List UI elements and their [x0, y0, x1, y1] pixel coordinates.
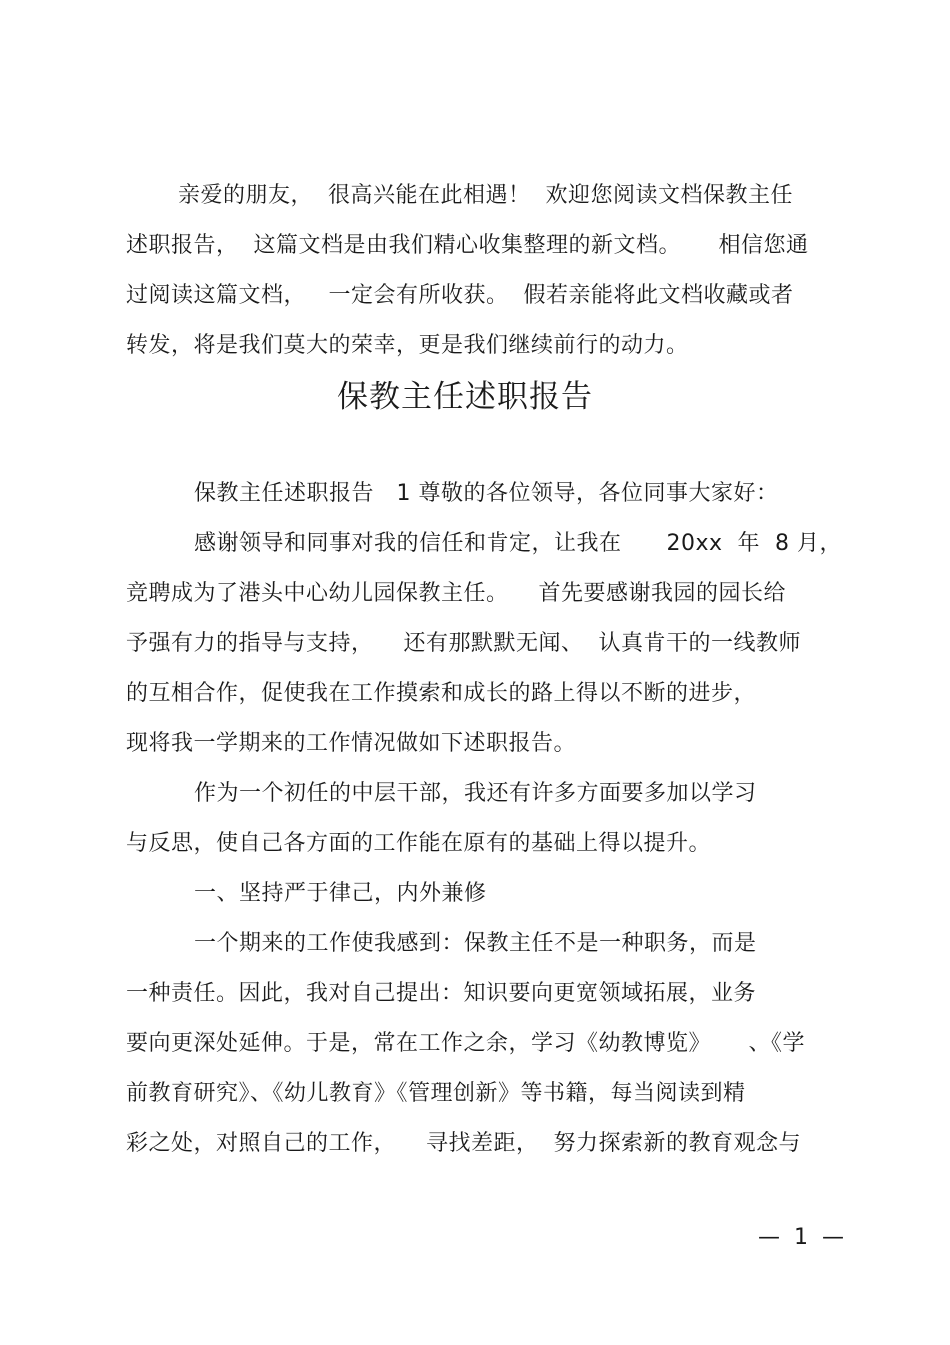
body-line-3: 竞聘成为了港头中心幼儿园保教主任。 首先要感谢我园的园长给 — [126, 581, 786, 606]
intro-line-3: 过阅读这篇文档， 一定会有所收获。 假若亲能将此文档收藏或者 — [126, 283, 794, 308]
intro-line-2: 述职报告， 这篇文档是由我们精心收集整理的新文档。 相信您通 — [126, 233, 809, 258]
section-heading-1: 一、坚持严于律己，内外兼修 — [194, 881, 487, 906]
intro-line-4: 转发，将是我们莫大的荣幸，更是我们继续前行的动力。 — [126, 333, 689, 358]
body-line-5: 的互相合作，促使我在工作摸索和成长的路上得以不断的进步， — [126, 681, 757, 706]
intro-line-1: 亲爱的朋友， 很高兴能在此相遇！ 欢迎您阅读文档保教主任 — [178, 183, 793, 208]
page-number: — 1 — — [758, 1225, 844, 1250]
body-line-10: 一个期来的工作使我感到：保教主任不是一种职务，而是 — [194, 931, 757, 956]
body-line-14: 彩之处，对照自己的工作， 寻找差距， 努力探索新的教育观念与 — [126, 1131, 801, 1156]
body-line-2: 感谢领导和同事对我的信任和肯定，让我在 20xx 年 8 月， — [194, 531, 842, 556]
body-line-4: 予强有力的指导与支持， 还有那默默无闻、 认真肯干的一线教师 — [126, 631, 801, 656]
body-line-12: 要向更深处延伸。于是，常在工作之余，学习《幼教博览》 、《学 — [126, 1031, 805, 1056]
body-line-8: 与反思，使自己各方面的工作能在原有的基础上得以提升。 — [126, 831, 712, 856]
body-line-6: 现将我一学期来的工作情况做如下述职报告。 — [126, 731, 577, 756]
body-line-11: 一种责任。因此，我对自己提出：知识要向更宽领域拓展，业务 — [126, 981, 757, 1006]
body-line-1: 保教主任述职报告 1 尊敬的各位领导，各位同事大家好： — [194, 481, 779, 506]
document-title: 保教主任述职报告 — [337, 379, 593, 415]
body-line-7: 作为一个初任的中层干部，我还有许多方面要多加以学习 — [194, 781, 757, 806]
body-line-13: 前教育研究》、《幼儿教育》《管理创新》等书籍，每当阅读到精 — [126, 1081, 746, 1106]
